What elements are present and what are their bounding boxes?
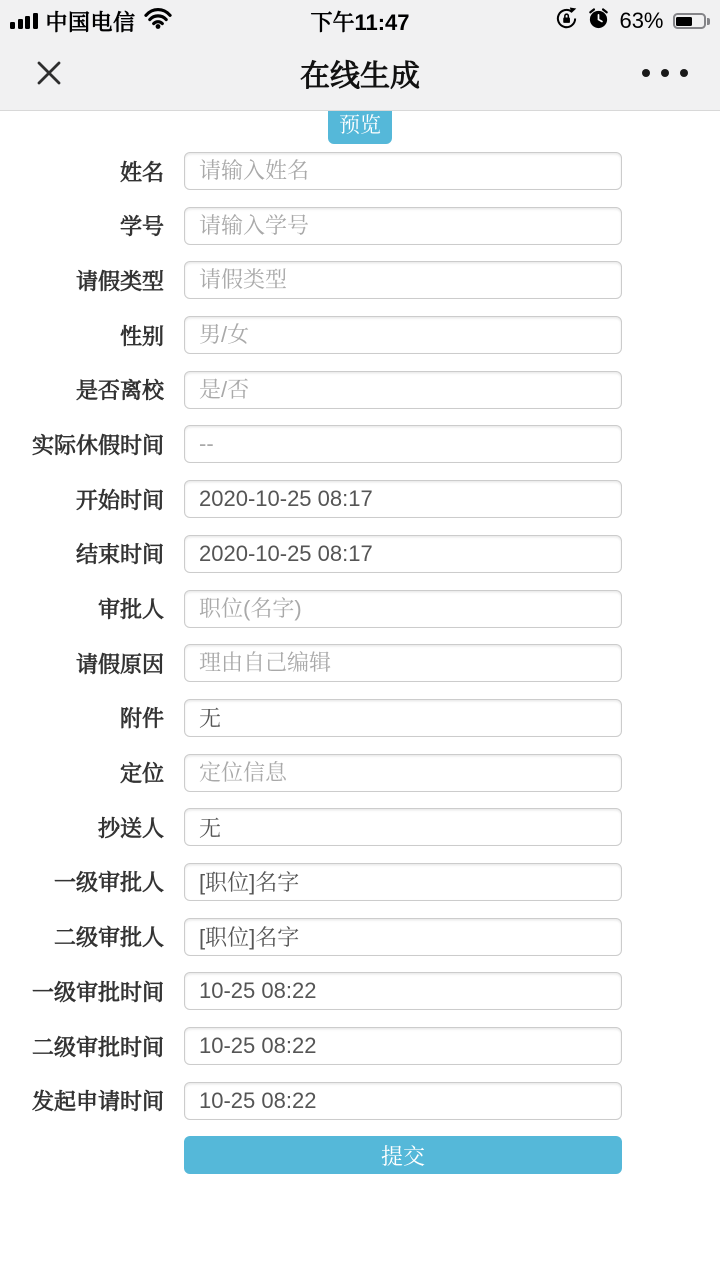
form-row: [0, 699, 720, 737]
form-row: [0, 1027, 720, 1065]
field-label: 请假类型: [75, 268, 164, 294]
field-label: 审批人: [97, 597, 164, 622]
form-row: [0, 863, 720, 901]
gender-input[interactable]: [184, 316, 622, 354]
header: [0, 0, 720, 111]
level2-approver-input[interactable]: [184, 918, 622, 956]
field-label: 开始时间: [75, 487, 164, 513]
signal-bars-icon: [10, 13, 38, 29]
form-row: [0, 261, 720, 299]
field-label: 学号: [119, 214, 164, 240]
level2-approval-time-input[interactable]: [184, 1027, 622, 1065]
actual-vacation-time-input[interactable]: [184, 425, 622, 463]
field-label: 性别: [119, 323, 164, 349]
end-time-input[interactable]: [184, 535, 622, 573]
field-label: 结束时间: [75, 542, 164, 568]
approver-input[interactable]: [184, 590, 622, 628]
form-row: [0, 152, 720, 190]
field-label: 请假原因: [75, 651, 164, 677]
battery-fill: [676, 17, 692, 26]
status-right: [480, 7, 710, 35]
start-time-input[interactable]: [184, 480, 622, 518]
leave-reason-input[interactable]: [184, 644, 622, 682]
location-input[interactable]: [184, 754, 622, 792]
form-row: [0, 754, 720, 792]
level1-approval-time-input[interactable]: [184, 972, 622, 1010]
wifi-icon: [144, 8, 172, 34]
cc-person-input[interactable]: [184, 808, 622, 846]
more-button[interactable]: [642, 61, 696, 85]
student-id-input[interactable]: [184, 207, 622, 245]
leave-school-input[interactable]: [184, 371, 622, 409]
leave-type-input[interactable]: [184, 261, 622, 299]
nav-bar: [0, 36, 720, 110]
field-label: 抄送人: [97, 815, 164, 841]
field-label: 是否离校: [75, 378, 164, 404]
field-label: 二级审批时间: [31, 1034, 164, 1060]
apply-time-input[interactable]: [184, 1082, 622, 1120]
form-page: [0, 104, 720, 1174]
field-label: 附件: [119, 706, 164, 732]
submit-button[interactable]: 提交: [184, 1136, 622, 1174]
form-row: [0, 808, 720, 846]
level1-approver-input[interactable]: [184, 863, 622, 901]
field-label: 发起申请时间: [31, 1089, 164, 1115]
clock-label: 下午11:47: [310, 9, 410, 35]
form-row: [0, 590, 720, 628]
rotation-lock-icon: [555, 7, 578, 35]
form-row: [0, 1082, 720, 1120]
alarm-clock-icon: [587, 7, 610, 35]
preview-button[interactable]: 预览: [328, 104, 392, 144]
field-label: 姓名: [119, 159, 164, 185]
form-row: [0, 480, 720, 518]
attachment-input[interactable]: [184, 699, 622, 737]
page-title: 在线生成: [300, 60, 420, 93]
field-label: 定位: [119, 761, 164, 787]
field-label: 一级审批人: [53, 870, 164, 896]
form-row: [0, 918, 720, 956]
leave-form: [0, 152, 720, 1174]
form-row: [0, 207, 720, 245]
form-row: [0, 425, 720, 463]
form-row: [0, 535, 720, 573]
field-label: 实际休假时间: [31, 432, 164, 458]
form-row: [0, 316, 720, 354]
status-bar: [0, 0, 720, 36]
form-row: [0, 972, 720, 1010]
form-row: [0, 371, 720, 409]
form-row: [0, 644, 720, 682]
status-left: [10, 6, 240, 37]
battery-percent-label: 63%: [619, 8, 664, 33]
field-label: 一级审批时间: [31, 979, 164, 1005]
field-label: 二级审批人: [53, 925, 164, 951]
battery-icon: [673, 13, 711, 29]
name-input[interactable]: [184, 152, 622, 190]
more-icon: [642, 69, 688, 77]
carrier-label: 中国电信: [45, 9, 136, 35]
